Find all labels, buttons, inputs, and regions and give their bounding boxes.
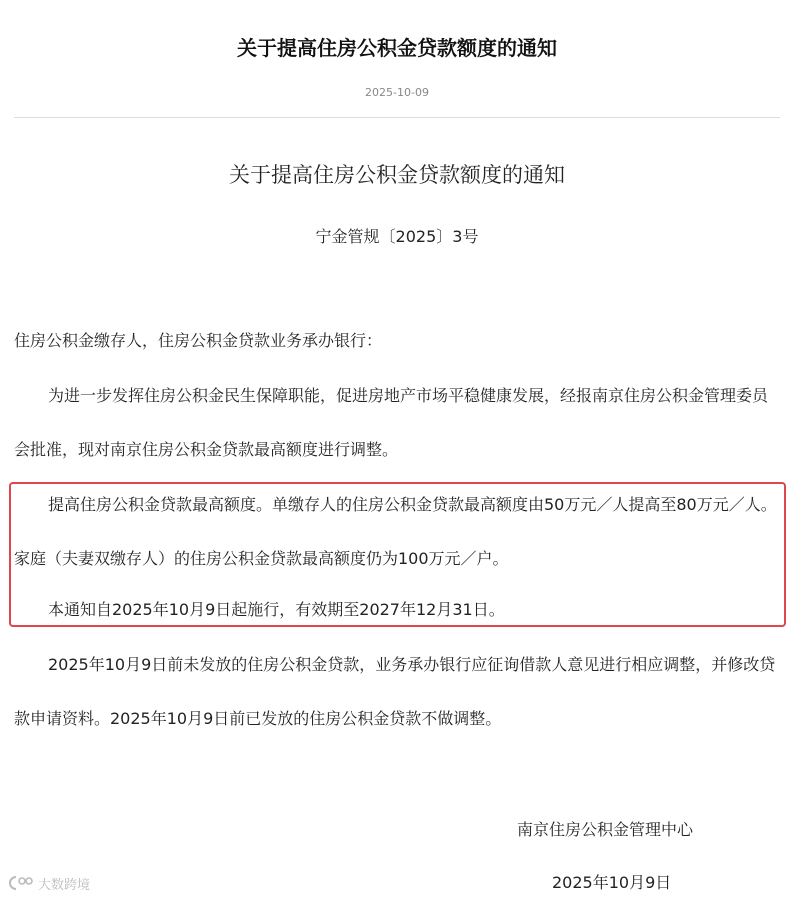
watermark-text: 大数跨境: [38, 877, 91, 893]
paragraph-intro: 为进一步发挥住房公积金民生保障职能，促进房地产市场平稳健康发展，经报南京住房公积金管理委员会批准，现对南京住房公积金贷款最高额度进行调整。: [14, 386, 769, 459]
paragraph-limit-increase: 提高住房公积金贷款最高额度。单缴存人的住房公积金贷款最高额度由50万元／人提高至80万元／人。家庭（夫妻双缴存人）的住房公积金贷款最高额度仍为100万元／户。: [14, 495, 777, 568]
document-title: 关于提高住房公积金贷款额度的通知: [229, 163, 565, 187]
dashuo-logo-icon: [8, 874, 34, 892]
page-title: 关于提高住房公积金贷款额度的通知: [237, 36, 557, 60]
salutation: 住房公积金缴存人，住房公积金贷款业务承办银行：: [14, 331, 383, 350]
watermark: [8, 872, 90, 894]
issue-date: 2025年10月9日: [552, 873, 672, 892]
publish-date: 2025-10-09: [365, 86, 429, 99]
document-number: 宁金管规〔2025〕3号: [315, 227, 479, 246]
issuer: 南京住房公积金管理中心: [517, 820, 694, 839]
header-divider: [14, 117, 780, 118]
paragraph-effective-date: 本通知自2025年10月9日起施行，有效期至2027年12月31日。: [48, 600, 505, 619]
paragraph-transition: 2025年10月9日前未发放的住房公积金贷款，业务承办银行应征询借款人意见进行相应调整，并修改贷款申请资料。2025年10月9日前已发放的住房公积金贷款不做调整。: [14, 655, 776, 728]
